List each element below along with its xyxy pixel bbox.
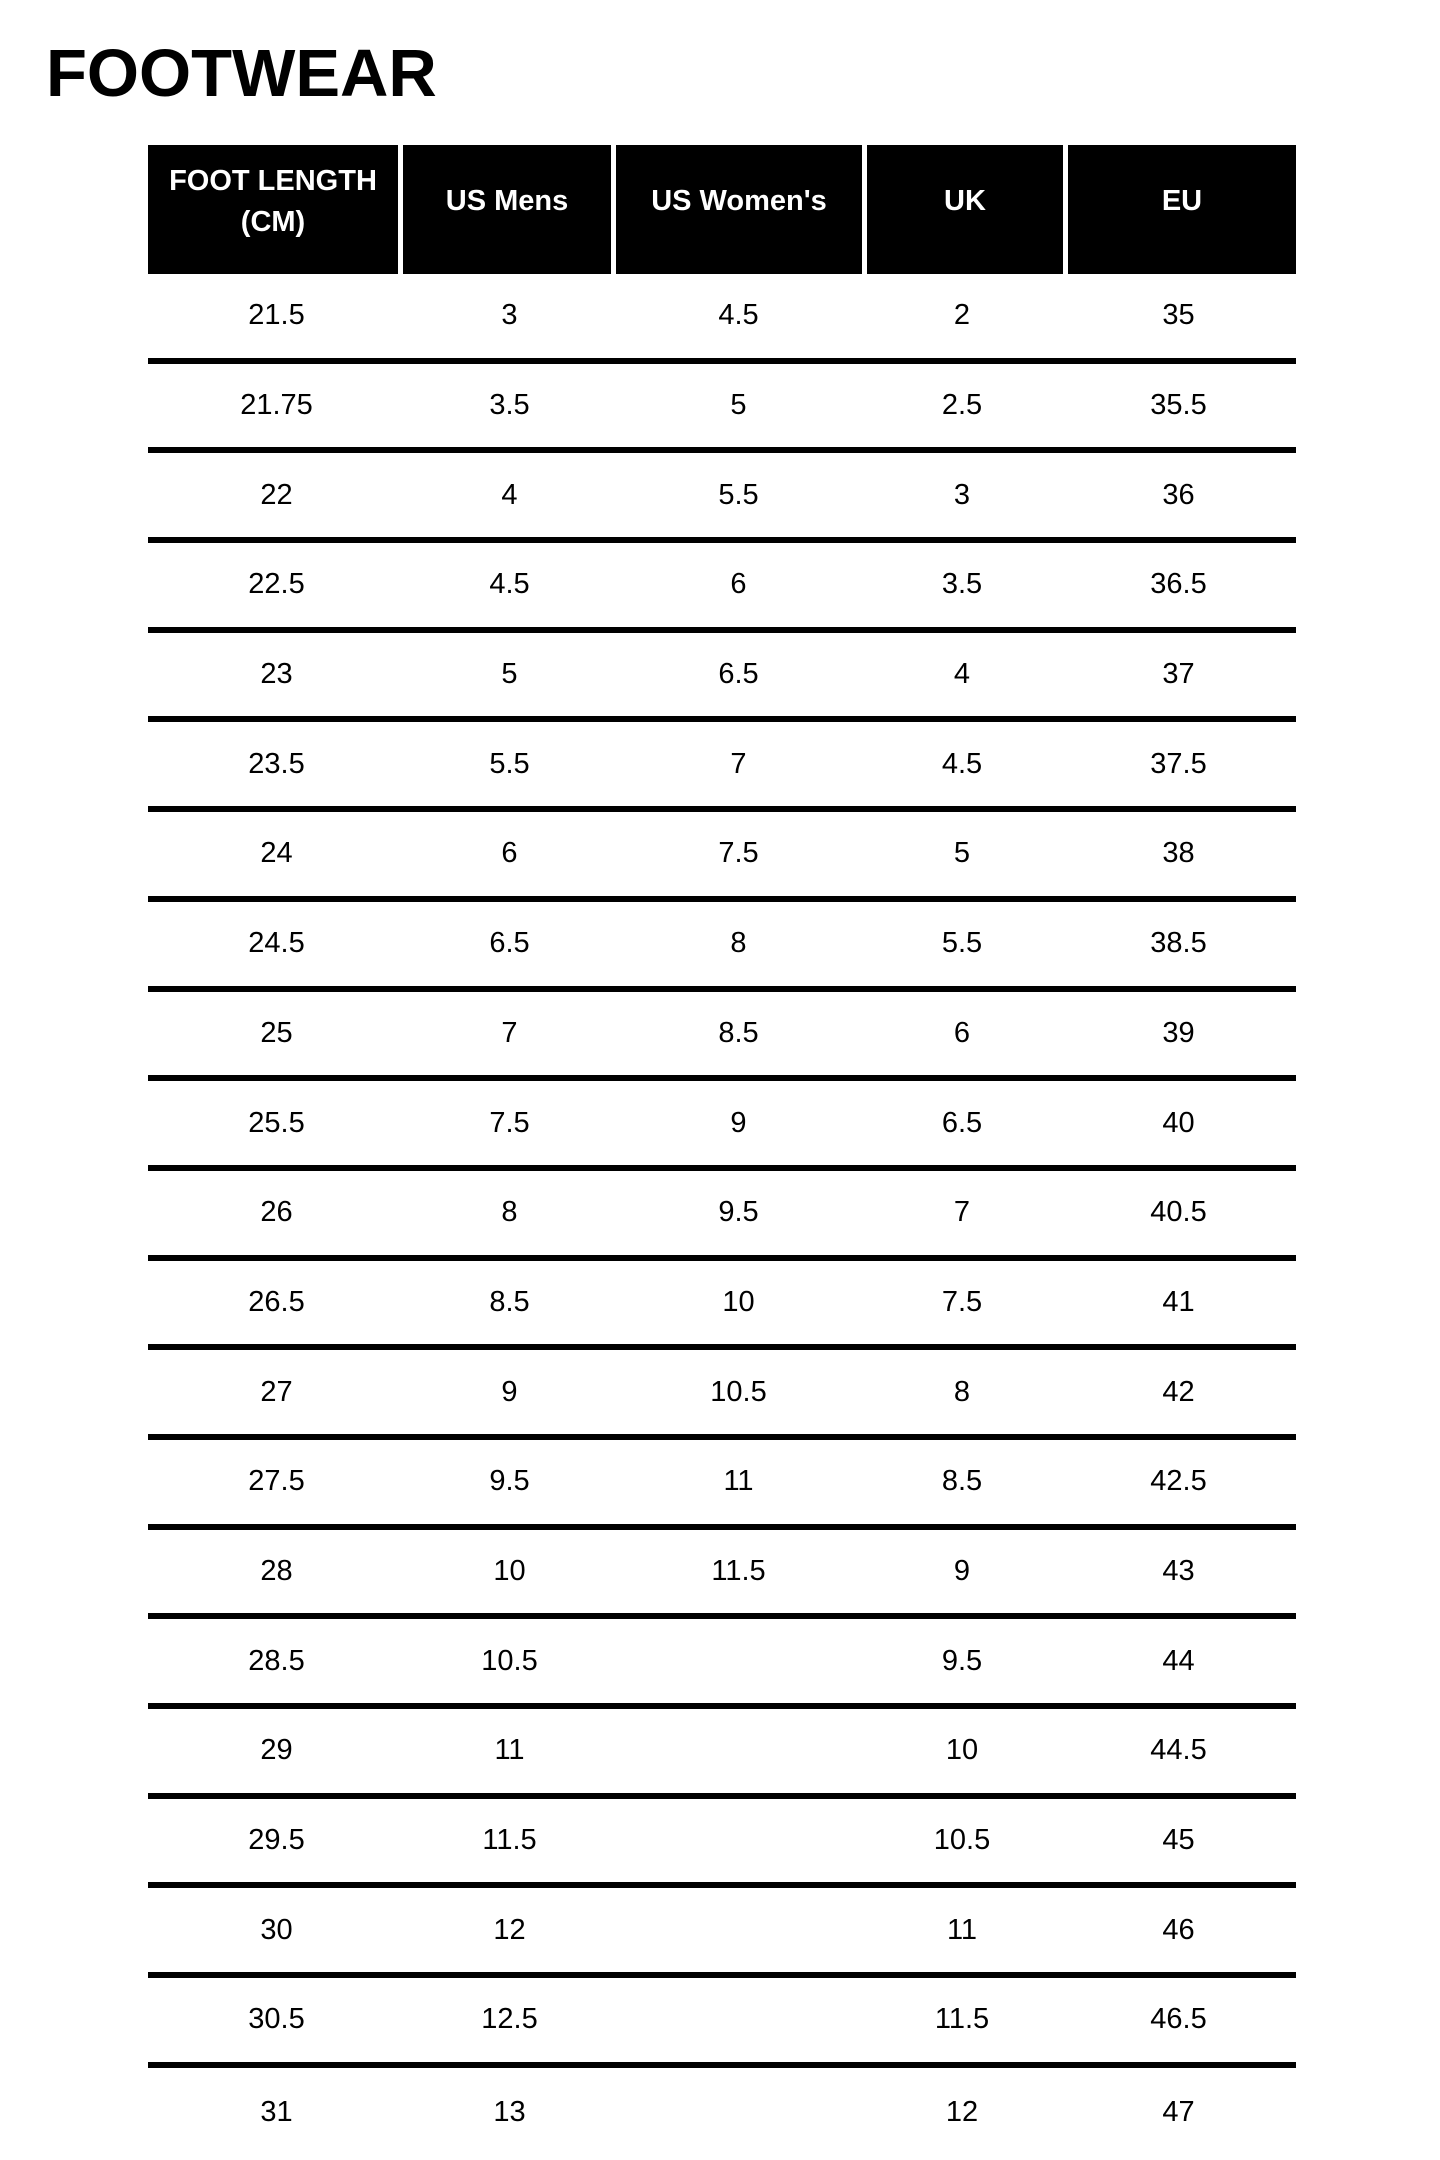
table-cell: 7.5 [941,1285,983,1318]
table-cell: 42 [1162,1375,1195,1408]
table-row [148,633,1296,723]
table-row [148,364,1296,454]
table-cell: 5.5 [489,747,530,780]
table-row [148,1978,1296,2068]
table-cell: 21.5 [248,299,305,332]
table-cell: 22.5 [248,568,305,601]
table-cell: 3 [953,478,971,511]
table-cell: 9.5 [941,1644,983,1677]
table-cell: 7 [730,747,747,780]
table-cell: 36 [1162,478,1195,511]
table-row [148,2068,1296,2158]
table-row [148,453,1296,543]
table-cell: 30.5 [248,2003,305,2036]
table-row [148,274,1296,364]
table-row [148,1799,1296,1889]
table-cell: 3 [501,299,518,332]
table-cell: 12.5 [481,2003,538,2036]
table-cell: 2 [953,299,971,332]
table-body [148,274,1296,2157]
table-cell: 4.5 [489,568,530,601]
table-cell: 25 [260,1016,293,1049]
table-cell: 36.5 [1150,568,1207,601]
table-cell: 5 [953,837,971,870]
page-title: FOOTWEAR [46,36,437,111]
table-cell [614,1619,863,1703]
table-cell: 8.5 [718,1016,759,1049]
table-cell: 35.5 [1150,389,1207,422]
table-cell: 44 [1162,1644,1195,1677]
table-cell: 7 [501,1016,518,1049]
table-cell: 30 [260,1913,293,1946]
table-cell: 5.5 [941,927,983,960]
table-cell: 12 [493,1913,526,1946]
table-header-row [148,145,1296,274]
table-cell: 41 [1162,1285,1195,1318]
table-row [148,543,1296,633]
table-cell: 11.5 [934,2003,990,2036]
table-cell: 11.5 [711,1554,766,1587]
table-cell: 27.5 [248,1465,305,1498]
table-cell: 37.5 [1150,747,1207,780]
table-cell: 46 [1162,1913,1195,1946]
table-cell: 8 [501,1196,518,1229]
table-cell: 21.75 [240,389,313,422]
table-cell: 40.5 [1150,1196,1207,1229]
table-row [148,1350,1296,1440]
column-header-label: US Women's [651,185,827,217]
column-header-eu [1068,145,1296,274]
table-cell: 5 [501,658,518,691]
table-cell: 9 [501,1375,518,1408]
table-row [148,1888,1296,1978]
table-cell: 31 [260,2096,293,2129]
table-cell: 9 [953,1554,971,1587]
table-row [148,1709,1296,1799]
table-cell: 8 [730,927,747,960]
table-cell: 11 [946,1913,978,1946]
column-header-us-women-s [616,145,862,274]
table-cell: 10.5 [481,1644,538,1677]
column-header-label: EU [1161,185,1203,217]
table-cell: 13 [493,2096,526,2129]
table-row [148,722,1296,812]
table-cell [614,1709,863,1793]
table-cell: 4.5 [718,299,759,332]
column-header-uk [867,145,1063,274]
table-cell: 6 [501,837,518,870]
table-cell: 47 [1162,2096,1195,2129]
table-cell: 43 [1162,1554,1195,1587]
table-cell: 29 [260,1734,293,1767]
size-conversion-table [148,145,1296,2157]
table-cell: 2.5 [941,389,983,422]
column-header-label: FOOT LENGTH [169,164,377,197]
table-cell: 23 [260,658,293,691]
table-cell: 38 [1162,837,1195,870]
table-cell: 5.5 [718,478,759,511]
table-cell: 10 [722,1285,755,1318]
table-cell [614,1888,863,1972]
table-cell: 4.5 [941,747,983,780]
table-cell: 24.5 [248,927,305,960]
table-cell: 25.5 [248,1106,305,1139]
table-cell: 45 [1162,1824,1195,1857]
table-cell: 28 [260,1554,293,1587]
table-cell: 6 [953,1016,971,1049]
table-cell: 8 [953,1375,971,1408]
table-cell: 44.5 [1150,1734,1207,1767]
table-row [148,992,1296,1082]
table-cell: 10.5 [710,1375,767,1408]
table-cell: 27 [260,1375,293,1408]
table-cell: 3.5 [941,568,983,601]
table-cell: 10 [493,1554,526,1587]
table-cell [614,1978,863,2062]
table-cell: 37 [1162,658,1195,691]
column-header-foot-length-cm [148,145,398,274]
table-row [148,1530,1296,1620]
table-cell: 22 [260,478,293,511]
table-cell: 10 [945,1734,979,1767]
table-cell: 28.5 [248,1644,305,1677]
table-cell: 24 [260,837,293,870]
table-row [148,1440,1296,1530]
table-cell [614,2068,863,2158]
table-cell: 12 [945,2096,979,2129]
table-cell [614,1799,863,1883]
table-cell: 11.5 [482,1824,537,1857]
table-cell: 6.5 [941,1106,983,1139]
table-cell: 9 [730,1106,747,1139]
table-row [148,1619,1296,1709]
table-cell: 4 [501,478,518,511]
table-cell: 4 [953,658,971,691]
table-row [148,812,1296,902]
table-cell: 42.5 [1150,1465,1207,1498]
table-cell: 9.5 [489,1465,530,1498]
table-cell: 26 [260,1196,293,1229]
table-cell: 29.5 [248,1824,305,1857]
table-cell: 3.5 [489,389,530,422]
table-cell: 9.5 [718,1196,759,1229]
table-cell: 39 [1162,1016,1195,1049]
table-cell: 11 [494,1734,525,1767]
table-cell: 11 [723,1465,754,1498]
table-cell: 7.5 [489,1106,530,1139]
table-cell: 35 [1162,299,1195,332]
column-header-label: (CM) [240,205,306,238]
table-cell: 46.5 [1150,2003,1207,2036]
table-row [148,1081,1296,1171]
table-cell: 8.5 [941,1465,983,1498]
table-cell: 6 [730,568,747,601]
table-cell: 8.5 [489,1285,530,1318]
table-cell: 5 [730,389,747,422]
table-cell: 7 [953,1196,971,1229]
table-cell: 26.5 [248,1285,305,1318]
table-cell: 6.5 [489,927,530,960]
table-row [148,902,1296,992]
table-cell: 10.5 [933,1824,991,1857]
table-cell: 7.5 [718,837,759,870]
table-cell: 38.5 [1150,927,1207,960]
table-cell: 40 [1162,1106,1195,1139]
column-header-label: US Mens [445,185,569,217]
table-cell: 6.5 [718,658,759,691]
column-header-label: UK [944,185,986,217]
column-header-us-mens [403,145,611,274]
table-row [148,1171,1296,1261]
table-row [148,1261,1296,1351]
table-cell: 23.5 [248,747,305,780]
